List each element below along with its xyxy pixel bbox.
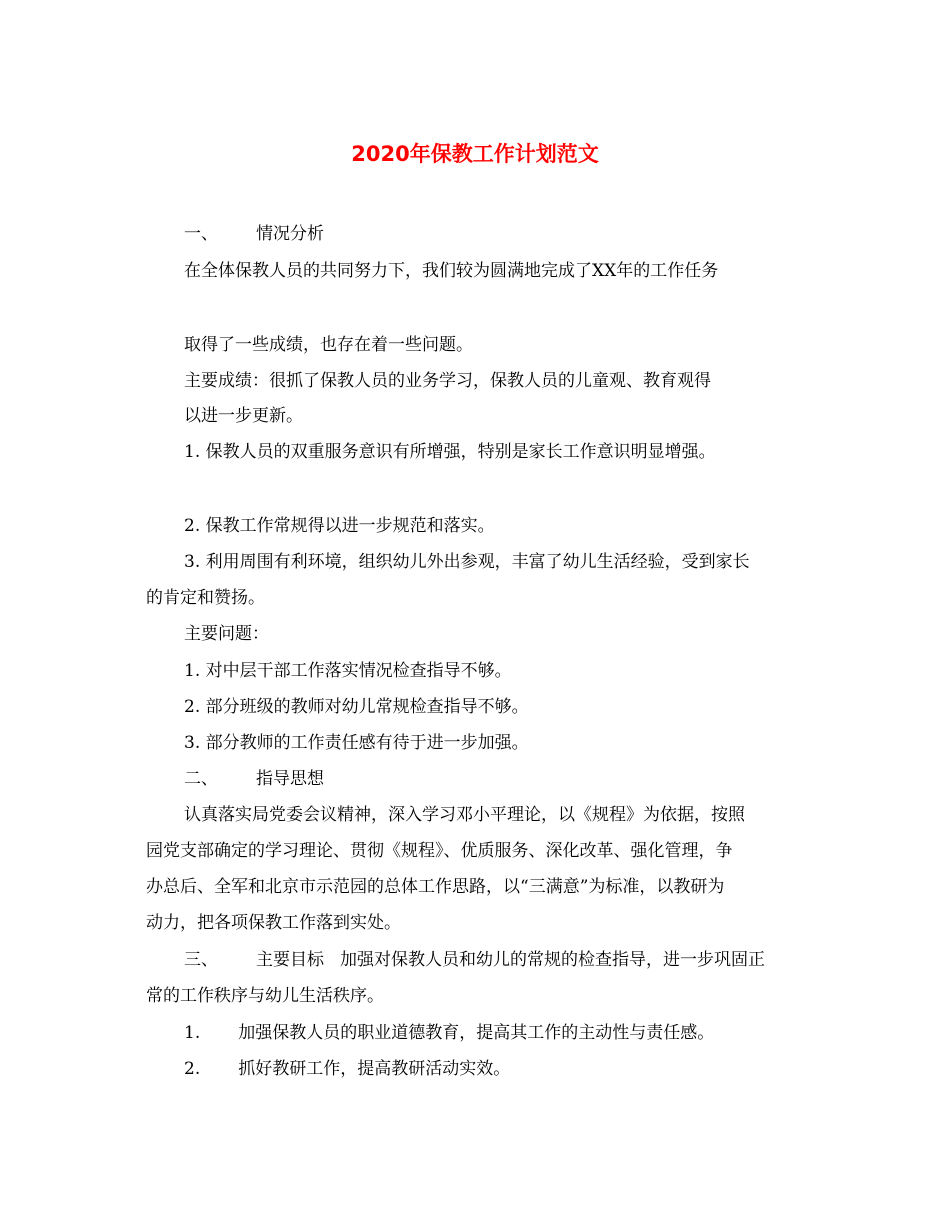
paragraph-line: 以进一步更新。 (184, 406, 303, 426)
section-title: 情况分析 (256, 224, 324, 244)
list-item (184, 1057, 510, 1081)
list-number: 2. (184, 1059, 201, 1079)
paragraph-line: 常的工作秩序与幼儿生活秩序。 (146, 986, 384, 1006)
section-number: 三、 (184, 950, 218, 970)
list-item: 3. 部分教师的工作责任感有待于进一步加强。 (184, 733, 529, 753)
paragraph-line: 园党支部确定的学习理论、贯彻《规程》、优质服务、深化改革、强化管理，争 (146, 841, 733, 861)
list-item (184, 1021, 714, 1045)
section-number: 一、 (184, 224, 218, 244)
list-number: 1. (184, 1023, 201, 1043)
section-heading-1 (184, 222, 324, 246)
paragraph-line: 认真落实局党委会议精神，深入学习邓小平理论，以《规程》为依据，按照 (184, 805, 745, 825)
list-text: 抓好教研工作，提高教研活动实效。 (238, 1059, 511, 1079)
section-title: 主要目标 (256, 950, 324, 970)
paragraph-line: 办总后、全军和北京市示范园的总体工作思路，以“三满意”为标准，以教研为 (146, 877, 725, 897)
list-item: 1. 对中层干部工作落实情况检查指导不够。 (184, 661, 512, 681)
section-title: 指导思想 (256, 769, 324, 789)
list-item: 2. 保教工作常规得以进一步规范和落实。 (184, 516, 495, 536)
paragraph-line: 主要问题： (184, 624, 269, 644)
list-item: 1. 保教人员的双重服务意识有所增强，特别是家长工作意识明显增强。 (184, 442, 716, 462)
section-heading-2 (184, 767, 324, 791)
paragraph-line: 在全体保教人员的共同努力下，我们较为圆满地完成了XX年的工作任务 (184, 261, 719, 281)
paragraph-line: 主要成绩：很抓了保教人员的业务学习，保教人员的儿童观、教育观得 (184, 371, 711, 391)
section-heading-3 (184, 948, 765, 972)
paragraph-line: 取得了一些成绩，也存在着一些问题。 (184, 335, 473, 355)
paragraph-line: 的肯定和赞扬。 (146, 588, 265, 608)
section-text: 加强对保教人员和幼儿的常规的检查指导，进一步巩固正 (340, 950, 765, 970)
paragraph-line: 动力，把各项保教工作落到实处。 (146, 913, 401, 933)
list-item: 3. 利用周围有利环境，组织幼儿外出参观，丰富了幼儿生活经验，受到家长 (184, 552, 750, 572)
document-title: 2020年保教工作计划范文 (351, 142, 599, 166)
section-number: 二、 (184, 769, 218, 789)
list-item: 2. 部分班级的教师对幼儿常规检查指导不够。 (184, 697, 529, 717)
list-text: 加强保教人员的职业道德教育，提高其工作的主动性与责任感。 (238, 1023, 715, 1043)
